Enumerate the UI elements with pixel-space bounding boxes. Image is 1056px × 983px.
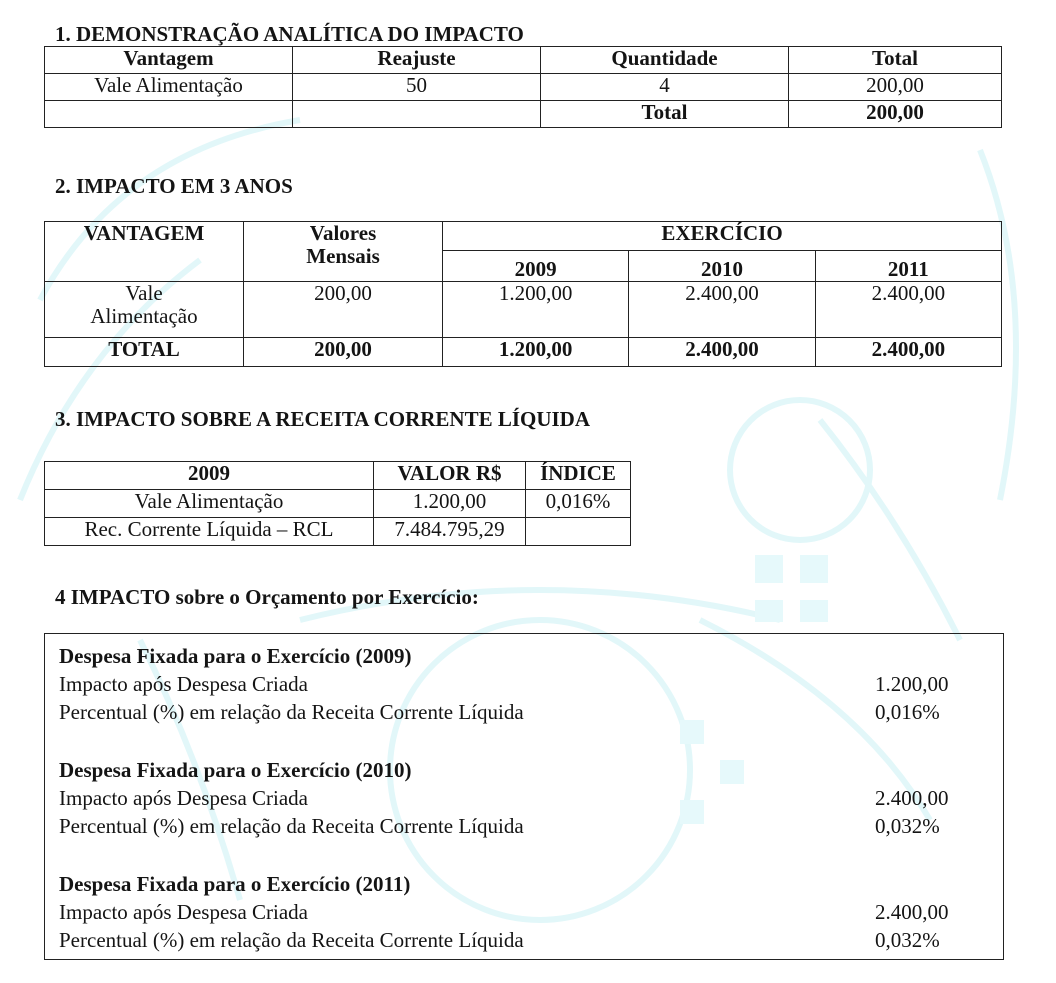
table-header-row	[45, 47, 1002, 74]
impacto-value: 1.200,00	[875, 672, 949, 696]
col-year-2011: 2011	[815, 251, 1001, 282]
cell-empty	[45, 101, 293, 128]
cell-vantagem-line2: Alimentação	[90, 304, 198, 329]
cell-quantidade: 4	[541, 74, 789, 101]
three-year-impact-table	[44, 221, 1002, 367]
total-2010: 2.400,00	[629, 338, 815, 367]
table-total-row	[45, 101, 1002, 128]
col-valores-mensais	[244, 222, 443, 282]
percentual-value: 0,016%	[875, 700, 940, 724]
section-2-heading: 2. IMPACTO EM 3 ANOS	[55, 174, 293, 198]
rcl-impact-table	[44, 461, 631, 546]
col-vantagem: VANTAGEM	[45, 222, 244, 282]
exercise-block-2011	[59, 870, 989, 954]
col-indice: ÍNDICE	[526, 462, 631, 490]
impacto-row	[59, 670, 989, 698]
cell-total: 200,00	[789, 74, 1002, 101]
impacto-value: 2.400,00	[875, 900, 949, 924]
cell-vantagem	[45, 282, 244, 338]
col-exercicio: EXERCÍCIO	[443, 222, 1002, 251]
cell-empty	[293, 101, 541, 128]
exercise-block-2009	[59, 642, 989, 726]
col-year-2009: 2009	[443, 251, 629, 282]
exercise-title: Despesa Fixada para o Exercício (2010)	[59, 758, 412, 782]
cell-2010: 2.400,00	[629, 282, 815, 338]
impacto-row	[59, 898, 989, 926]
budget-impact-box	[44, 633, 1004, 960]
cell-indice	[526, 518, 631, 546]
section-4-heading-rest: sobre o Orçamento por Exercício:	[170, 585, 479, 609]
exercise-title: Despesa Fixada para o Exercício (2011)	[59, 872, 411, 896]
total-mensal: 200,00	[244, 338, 443, 367]
col-vantagem: Vantagem	[45, 47, 293, 74]
section-1-heading: 1. DEMONSTRAÇÃO ANALÍTICA DO IMPACTO	[55, 22, 524, 46]
cell-reajuste: 50	[293, 74, 541, 101]
table-row	[45, 490, 631, 518]
impact-analysis-table	[44, 46, 1002, 128]
total-label: Total	[541, 101, 789, 128]
percentual-label: Percentual (%) em relação da Receita Corrente Líquida	[59, 700, 524, 724]
total-2011: 2.400,00	[815, 338, 1001, 367]
section-3-heading: 3. IMPACTO SOBRE A RECEITA CORRENTE LÍQUIDA	[55, 407, 591, 431]
exercise-block-2010	[59, 756, 989, 840]
col-total: Total	[789, 47, 1002, 74]
total-2009: 1.200,00	[443, 338, 629, 367]
percentual-value: 0,032%	[875, 814, 940, 838]
cell-label: Rec. Corrente Líquida – RCL	[45, 518, 374, 546]
percentual-row	[59, 926, 989, 954]
col-year-2010: 2010	[629, 251, 815, 282]
col-reajuste: Reajuste	[293, 47, 541, 74]
cell-vantagem: Vale Alimentação	[45, 74, 293, 101]
cell-2009: 1.200,00	[443, 282, 629, 338]
col-valor: VALOR R$	[374, 462, 526, 490]
cell-valor: 7.484.795,29	[374, 518, 526, 546]
table-header-row	[45, 462, 631, 490]
percentual-value: 0,032%	[875, 928, 940, 952]
cell-indice: 0,016%	[526, 490, 631, 518]
percentual-label: Percentual (%) em relação da Receita Corrente Líquida	[59, 814, 524, 838]
section-4-heading	[55, 587, 479, 608]
impacto-label: Impacto após Despesa Criada	[59, 672, 308, 696]
percentual-label: Percentual (%) em relação da Receita Corrente Líquida	[59, 928, 524, 952]
cell-label: Vale Alimentação	[45, 490, 374, 518]
section-4-heading-bold: 4 IMPACTO	[55, 585, 171, 609]
impacto-value: 2.400,00	[875, 786, 949, 810]
table-header-row	[45, 222, 1002, 251]
table-row	[45, 518, 631, 546]
exercise-title: Despesa Fixada para o Exercício (2009)	[59, 644, 412, 668]
col-valores-line1: Valores	[309, 221, 377, 245]
table-row	[45, 74, 1002, 101]
cell-vantagem-line1: Vale	[125, 281, 163, 305]
impacto-label: Impacto após Despesa Criada	[59, 900, 308, 924]
impacto-row	[59, 784, 989, 812]
table-total-row	[45, 338, 1002, 367]
col-quantidade: Quantidade	[541, 47, 789, 74]
col-valores-line2: Mensais	[306, 244, 380, 269]
table-row	[45, 282, 1002, 338]
total-value: 200,00	[789, 101, 1002, 128]
total-label: TOTAL	[45, 338, 244, 367]
percentual-row	[59, 698, 989, 726]
percentual-row	[59, 812, 989, 840]
impacto-label: Impacto após Despesa Criada	[59, 786, 308, 810]
cell-2011: 2.400,00	[815, 282, 1001, 338]
cell-mensal: 200,00	[244, 282, 443, 338]
col-year: 2009	[45, 462, 374, 490]
cell-valor: 1.200,00	[374, 490, 526, 518]
